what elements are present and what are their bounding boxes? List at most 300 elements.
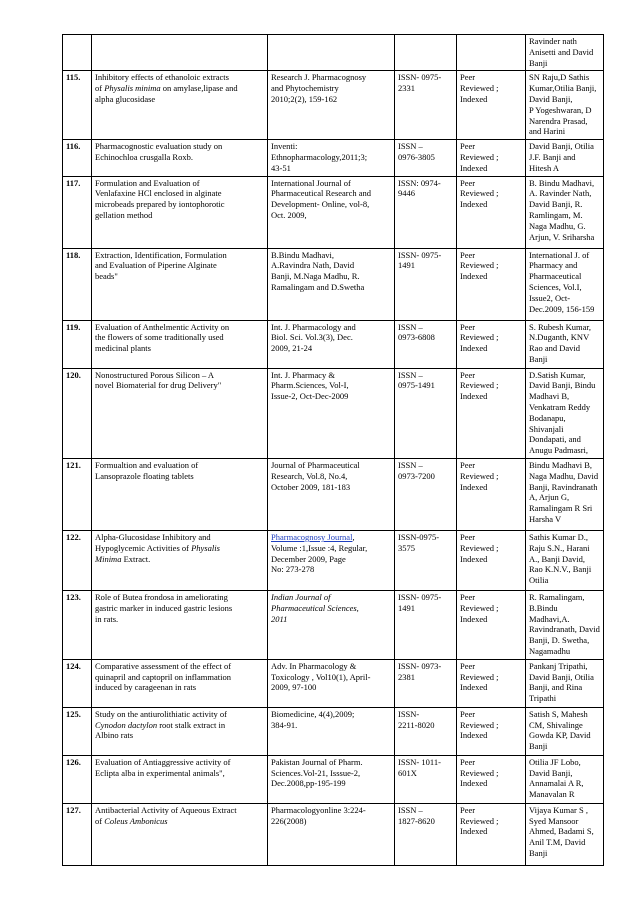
text-line [95, 757, 264, 768]
text-line: 0976-3805 [398, 151, 435, 162]
text-line [95, 72, 264, 83]
text-line: Banji, and Rina [529, 682, 583, 693]
text-segment: Role of Butea frondosa in ameliorating [95, 591, 228, 602]
table-row [63, 35, 604, 71]
text-line [95, 210, 264, 221]
italic-text: Physalis minima [104, 83, 161, 94]
text-line: David Banji, R. [529, 199, 583, 210]
text-line: 43-51 [271, 162, 291, 173]
text-line: 2009, 97-100 [271, 682, 317, 693]
entry-journal [268, 35, 395, 71]
text-line: Reviewed ; [460, 260, 499, 271]
text-line: Adv. In Pharmacology & [271, 660, 357, 671]
entry-number: 119. [63, 320, 92, 368]
entry-number: 118. [63, 248, 92, 320]
text-line: Reviewed ; [460, 767, 499, 778]
text-line: Banji, Ravindranath [529, 481, 598, 492]
text-line: Journal of Pharmaceutical [271, 459, 360, 470]
text-line: ISSN-0975- [398, 531, 440, 542]
text-line: Ramalingam and D.Swetha [271, 281, 365, 292]
text-line: Sciences.Vol-21, Isssue-2, [271, 767, 361, 778]
entry-number: 126. [63, 755, 92, 803]
entry-title [92, 248, 268, 320]
text-line: ISSN- 0975- [398, 72, 442, 83]
text-line: Sathis Kumar D., [529, 531, 589, 542]
text-line: Madhavi B, [529, 391, 570, 402]
text-line: Peer [460, 459, 476, 470]
table-row [63, 140, 604, 176]
text-line: Ravinder nath [529, 36, 577, 46]
entry-issn [395, 71, 457, 140]
text-line [95, 592, 264, 603]
text-line: Peer [460, 531, 476, 542]
text-line: David Banji, Bindu [529, 380, 596, 391]
entry-title [92, 707, 268, 755]
table-row [63, 707, 604, 755]
text-line: 0973-7200 [398, 470, 435, 481]
text-line [95, 83, 264, 94]
entry-journal [268, 659, 395, 707]
text-line: Peer [460, 756, 476, 767]
text-line: 0973-6808 [398, 332, 435, 343]
text-line [95, 94, 264, 105]
text-line: A, Arjun G, [529, 492, 570, 503]
text-segment: Albino rats [95, 730, 134, 741]
text-line [95, 805, 264, 816]
text-line: Bindu Madhavi B, [529, 459, 593, 470]
entry-title [92, 530, 268, 590]
text-segment: Extraction, Identification, Formulation [95, 249, 227, 260]
text-line: Anugu Padmasri, [529, 445, 589, 456]
text-line: Pharm.Sciences, Vol-I, [271, 380, 349, 391]
text-line: Otilia [529, 575, 549, 586]
entry-authors [526, 140, 604, 176]
text-segment: medicinal plants [95, 343, 151, 354]
text-line: Int. J. Pharmacy & [271, 369, 335, 380]
text-line: Banji [529, 57, 548, 68]
text-line: Tripathi [529, 693, 557, 704]
text-line: 0975-1491 [398, 380, 435, 391]
text-line: SN Raju,D Sathis [529, 72, 590, 83]
text-segment: Evaluation of Anthelmentic Activity on [95, 321, 230, 332]
table-row [63, 458, 604, 530]
text-line: B.Bindu Madhavi,A. [529, 602, 570, 624]
entry-issn [395, 590, 457, 659]
entry-issn [395, 803, 457, 865]
text-line: Narendra Prasad, [529, 115, 588, 126]
text-line: Satish S, Mahesh [529, 708, 588, 719]
text-line [95, 768, 264, 779]
text-line: ISSN- 0975- [398, 591, 442, 602]
text-line: 1491 [398, 602, 415, 613]
text-line: December 2009, Page [271, 553, 346, 564]
text-segment: Inhibitory effects of ethanoloic extracts [95, 72, 229, 83]
text-line: Peer [460, 708, 476, 719]
text-line: 2010;2(2), 159-162 [271, 93, 338, 104]
text-line: Dec.2008,pp-195-199 [271, 778, 346, 789]
table-row [63, 368, 604, 458]
text-line: Ramlingam, M. [529, 209, 583, 220]
text-line: B. Bindu Madhavi, [529, 177, 595, 188]
text-line: ISSN – [398, 141, 423, 152]
text-segment: root stalk extract in [157, 719, 226, 730]
text-line: Peer [460, 369, 476, 380]
entry-journal [268, 368, 395, 458]
text-line: 601X [398, 767, 417, 778]
text-segment: beads" [95, 271, 118, 282]
text-line [95, 188, 264, 199]
entry-title [92, 71, 268, 140]
text-line: Arjun, V. Sriharsha [529, 231, 595, 242]
text-line: Indexed [460, 271, 488, 282]
text-line: 2211-8020 [398, 719, 435, 730]
text-line: Banji [529, 847, 548, 858]
entry-title [92, 320, 268, 368]
text-segment: Nonostructured Porous Silicon – A [95, 369, 214, 380]
entry-authors [526, 659, 604, 707]
text-line: Reviewed ; [460, 542, 499, 553]
text-line [271, 603, 391, 614]
text-line: Shivanjali [529, 423, 564, 434]
text-line: A., Banji David, [529, 553, 585, 564]
journal-link[interactable]: Pharmacognosy Journal [271, 531, 353, 542]
table-row [63, 659, 604, 707]
text-segment: Study on the antiurolithiatic activity of [95, 708, 227, 719]
text-line: Ahmed, Badami S, [529, 826, 594, 837]
entry-authors [526, 71, 604, 140]
text-line: Ravindranath, David [529, 624, 600, 635]
entry-issn [395, 35, 457, 71]
text-line: Reviewed ; [460, 602, 499, 613]
text-line [95, 460, 264, 471]
text-line: Peer [460, 804, 476, 815]
text-line: David Banji, [529, 767, 573, 778]
text-line [95, 661, 264, 672]
text-line [95, 554, 264, 565]
text-line [95, 332, 264, 343]
entry-authors [526, 755, 604, 803]
text-line: Reviewed ; [460, 332, 499, 343]
table-row [63, 755, 604, 803]
entry-status [457, 320, 526, 368]
text-line: Reviewed ; [460, 188, 499, 199]
text-line: Indexed [460, 343, 488, 354]
text-line: Research J. Pharmacognosy [271, 72, 367, 83]
entry-journal [268, 71, 395, 140]
entry-issn [395, 368, 457, 458]
entry-issn [395, 320, 457, 368]
italic-text: 2011 [271, 613, 288, 624]
entry-status [457, 659, 526, 707]
text-line: Toxicology , Vol10(1), April- [271, 671, 371, 682]
text-segment: alpha glucosidase [95, 93, 156, 104]
entry-journal [268, 176, 395, 248]
text-line: Int. J. Pharmacology and [271, 321, 356, 332]
entry-status [457, 707, 526, 755]
text-line: Reviewed ; [460, 719, 499, 730]
text-line: ISSN – [398, 321, 423, 332]
text-segment: Evaluation of Antiaggressive activity of [95, 756, 231, 767]
entry-number: 122. [63, 530, 92, 590]
entry-number [63, 35, 92, 71]
text-line [95, 709, 264, 720]
entry-journal [268, 530, 395, 590]
text-line: ISSN- [398, 708, 420, 719]
entry-number: 127. [63, 803, 92, 865]
table-row [63, 530, 604, 590]
table-row [63, 590, 604, 659]
text-line: Annamalai A R, [529, 778, 584, 789]
text-line: David Banji, Otilia [529, 671, 594, 682]
text-line: Raju S.N., Harani [529, 542, 590, 553]
table-row [63, 803, 604, 865]
text-segment: Eclipta alba in experimental animals", [95, 767, 225, 778]
entry-status [457, 368, 526, 458]
entry-journal [268, 458, 395, 530]
text-line: Pakistan Journal of Pharm. [271, 756, 363, 767]
entry-authors [526, 707, 604, 755]
text-line: Peer [460, 177, 476, 188]
text-line [95, 178, 264, 189]
text-line: Indexed [460, 778, 488, 789]
text-line: Indexed [460, 613, 488, 624]
entry-number: 120. [63, 368, 92, 458]
entry-number: 116. [63, 140, 92, 176]
text-line: Pharmacy and [529, 260, 578, 271]
text-line [95, 152, 264, 163]
text-line: Peer [460, 249, 476, 260]
entry-issn [395, 530, 457, 590]
entry-status [457, 140, 526, 176]
text-line: Banji, M.Naga Madhu, R. [271, 271, 360, 282]
text-line: Indexed [460, 391, 488, 402]
text-line: Bodanapu, [529, 412, 566, 423]
text-line [95, 260, 264, 271]
text-line: Reviewed ; [460, 83, 499, 94]
table-row [63, 320, 604, 368]
entry-title [92, 803, 268, 865]
text-line: 3575 [398, 542, 415, 553]
text-line: Dec.2009, 156-159 [529, 303, 595, 314]
text-line: Reviewed ; [460, 815, 499, 826]
text-line [95, 730, 264, 741]
text-line: Peer [460, 321, 476, 332]
text-line: S. Rubesh Kumar, [529, 321, 591, 332]
text-line: International Journal of [271, 177, 351, 188]
text-line: Research, Vol.8, No.4, [271, 470, 348, 481]
entry-status [457, 530, 526, 590]
entry-authors [526, 368, 604, 458]
text-line: Naga Madhu, David [529, 470, 599, 481]
text-line: Venkatram Reddy [529, 401, 591, 412]
entry-number: 125. [63, 707, 92, 755]
entry-status [457, 458, 526, 530]
text-line: No: 273-278 [271, 564, 315, 575]
text-line: Rao K.N.V., Banji [529, 564, 592, 575]
text-line: P Yogeshwaran, D [529, 104, 592, 115]
publications-table [62, 34, 604, 866]
table-row [63, 176, 604, 248]
text-line [95, 543, 264, 554]
text-line: 2331 [398, 83, 415, 94]
text-line: Indexed [460, 162, 488, 173]
entry-issn [395, 458, 457, 530]
entry-status [457, 590, 526, 659]
entry-title [92, 659, 268, 707]
text-line: Anisetti and David [529, 46, 594, 57]
italic-text: Pharmaceutical Sciences, [271, 602, 359, 613]
table-row [63, 71, 604, 140]
text-segment: quinapril and captopril on inflammation [95, 671, 231, 682]
text-line: Oct. 2009, [271, 209, 307, 220]
text-line: N.Duganth, KNV [529, 332, 590, 343]
italic-text: Indian Journal of [271, 591, 331, 602]
text-line: Harsha V [529, 513, 562, 524]
text-line: Issue2, Oct- [529, 292, 571, 303]
text-segment: , [352, 531, 355, 542]
text-line [271, 592, 391, 603]
entry-number: 115. [63, 71, 92, 140]
entry-authors [526, 530, 604, 590]
entry-journal [268, 755, 395, 803]
entry-issn [395, 707, 457, 755]
entry-issn [395, 248, 457, 320]
text-line: Gowda KP, David [529, 730, 591, 741]
text-line [271, 532, 391, 543]
text-line: CM, Shivalinge [529, 719, 583, 730]
text-line: David Banji, [529, 93, 573, 104]
entry-journal [268, 803, 395, 865]
text-segment: in rats. [95, 613, 119, 624]
text-line: ISSN- 1011- [398, 756, 441, 767]
text-segment: Pharmacognostic evaluation study on [95, 141, 223, 152]
text-line: ISSN – [398, 804, 423, 815]
text-segment: Hypoglycemic Activities of [95, 542, 192, 553]
entry-status [457, 755, 526, 803]
text-line: Naga Madhu, G. [529, 220, 586, 231]
text-line: Rao and David [529, 343, 580, 354]
entry-authors [526, 458, 604, 530]
entry-status [457, 176, 526, 248]
text-line [95, 370, 264, 381]
entry-authors [526, 176, 604, 248]
text-line: Biomedicine, 4(4),2009; [271, 708, 355, 719]
text-line: 1491 [398, 260, 415, 271]
entry-journal [268, 140, 395, 176]
entry-issn [395, 755, 457, 803]
text-line [95, 720, 264, 731]
text-line: Sciences, Vol.I, [529, 281, 582, 292]
text-line: 384-91. [271, 719, 298, 730]
text-line: October 2009, 181-183 [271, 481, 351, 492]
text-line: Banji, D. Swetha, [529, 635, 590, 646]
text-line: David Banji, Otilia [529, 141, 594, 152]
entry-journal [268, 320, 395, 368]
text-segment: Comparative assessment of the effect of [95, 660, 232, 671]
text-line: Reviewed ; [460, 671, 499, 682]
text-line: 2381 [398, 671, 415, 682]
entry-title [92, 368, 268, 458]
text-segment: on amylase,lipase and [160, 83, 238, 94]
text-line: Indexed [460, 553, 488, 564]
text-line: 2009, 21-24 [271, 343, 313, 354]
text-segment: Alpha-Glucosidase Inhibitory and [95, 531, 211, 542]
text-line [95, 816, 264, 827]
text-line: Indexed [460, 481, 488, 492]
text-line: Pankanj Tripathi, [529, 660, 588, 671]
text-line: Reviewed ; [460, 470, 499, 481]
text-segment: gellation method [95, 209, 153, 220]
text-line: Development- Online, vol-8, [271, 199, 370, 210]
text-line: B.Bindu Madhavi, [271, 249, 335, 260]
entry-issn [395, 140, 457, 176]
text-line: R. Ramalingam, [529, 591, 585, 602]
text-line: Pharmacologyonline 3:224- [271, 804, 366, 815]
text-segment: microbeads prepared by iontophorotic [95, 199, 225, 210]
text-segment: of [95, 815, 105, 826]
entry-title [92, 35, 268, 71]
entry-title [92, 458, 268, 530]
entry-authors [526, 803, 604, 865]
text-line [271, 614, 391, 625]
text-line: Issue-2, Oct-Dec-2009 [271, 391, 349, 402]
text-line: Peer [460, 141, 476, 152]
text-line: Manavalan R [529, 789, 575, 800]
text-line: Otilia JF Lobo, [529, 756, 581, 767]
text-line: Banji [529, 353, 548, 364]
entry-authors [526, 35, 604, 71]
entry-authors [526, 320, 604, 368]
text-line: Indexed [460, 93, 488, 104]
text-segment: the flowers of some traditionally used [95, 332, 224, 343]
entry-number: 121. [63, 458, 92, 530]
text-line [95, 380, 264, 391]
text-segment: Echinochloa crusgalla Roxb. [95, 151, 193, 162]
text-line: Peer [460, 72, 476, 83]
entry-title [92, 176, 268, 248]
text-line: A.Ravindra Nath, David [271, 260, 355, 271]
text-line: and Harini [529, 126, 566, 137]
text-line [95, 343, 264, 354]
text-line: Indexed [460, 199, 488, 210]
entry-journal [268, 590, 395, 659]
text-line [95, 250, 264, 261]
entry-issn [395, 659, 457, 707]
entry-status [457, 803, 526, 865]
text-segment: Venlafaxine HCl enclosed in alginate [95, 188, 222, 199]
text-line: Dondapati, and [529, 434, 581, 445]
text-line [95, 271, 264, 282]
text-line: Banji [529, 741, 548, 752]
entry-authors [526, 248, 604, 320]
text-line [95, 682, 264, 693]
entry-number: 124. [63, 659, 92, 707]
text-line: Biol. Sci. Vol.3(3), Dec. [271, 332, 353, 343]
text-line: Volume :1,Issue :4, Regular, [271, 542, 368, 553]
entry-title [92, 755, 268, 803]
text-segment: of [95, 83, 105, 94]
text-segment: Antibacterial Activity of Aqueous Extract [95, 804, 237, 815]
entry-journal [268, 707, 395, 755]
italic-text: Physalis [191, 542, 220, 553]
text-segment: Formulation and Evaluation of [95, 177, 200, 188]
text-line [95, 603, 264, 614]
text-line: Indexed [460, 682, 488, 693]
entry-status [457, 71, 526, 140]
text-line: Pharmaceutical Research and [271, 188, 372, 199]
text-line: Peer [460, 660, 476, 671]
text-line: Peer [460, 591, 476, 602]
